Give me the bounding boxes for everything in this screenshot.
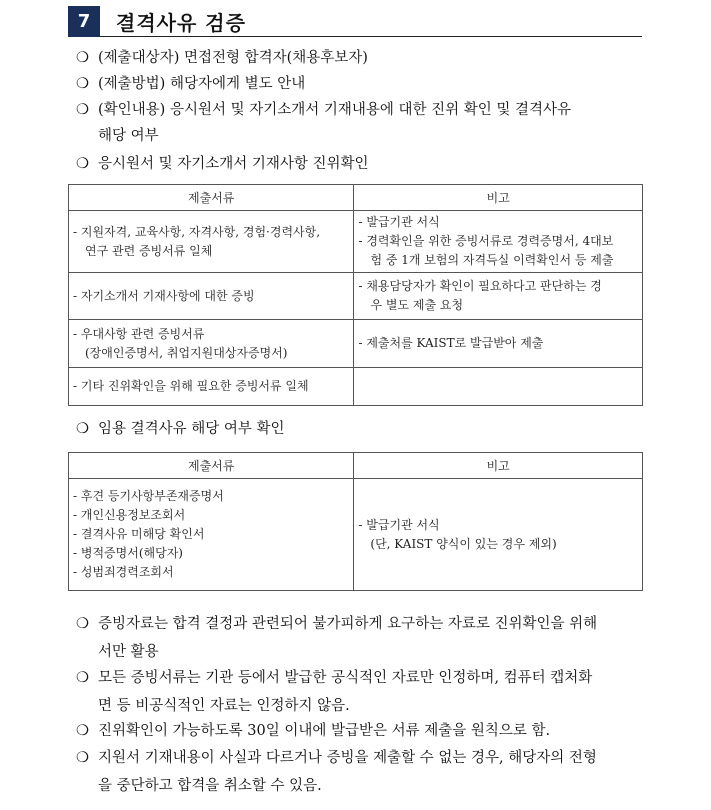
bullet-icon: ❍	[76, 421, 89, 437]
bullet-icon: ❍	[76, 670, 89, 686]
intro-bullet: ❍ 응시원서 및 자기소개서 기재사항 진위확인	[76, 151, 369, 177]
bullet-icon: ❍	[76, 750, 89, 766]
table-header: 제출서류	[69, 453, 354, 479]
disqualification-table	[68, 452, 643, 591]
table-header: 비고	[354, 185, 643, 211]
bullet-icon: ❍	[76, 723, 89, 739]
table-row: - 자기소개서 기재사항에 대한 증빙 - 채용담당자가 확인이 필요하다고 판단하는 경 우 별도 제출 요청	[69, 273, 643, 320]
table-row: - 기타 진위확인을 위해 필요한 증빙서류 일체	[69, 368, 643, 406]
table-header: 제출서류	[69, 185, 354, 211]
bullet-icon: ❍	[76, 102, 89, 118]
section-title: 결격사유 검증	[116, 11, 246, 35]
note-item: ❍ 증빙자료는 합격 결정과 관련되어 불가피하게 요구하는 자료로 진위확인을 위해 서만 활용	[76, 610, 646, 666]
verification-table	[68, 184, 643, 406]
note-item: ❍ 모든 증빙서류는 기관 등에서 발급한 공식적인 자료만 인정하며, 컴퓨터 캡처화 면 등 비공식적인 자료는 인정하지 않음.	[76, 664, 646, 720]
intro-bullet: ❍ (제출방법) 해당자에게 별도 안내	[76, 71, 305, 97]
bullet-icon: ❍	[76, 156, 89, 172]
note-item: ❍ 지원서 기재내용이 사실과 다르거나 증빙을 제출할 수 없는 경우, 해당자의 전형 을 중단하고 합격을 취소할 수 있음.	[76, 744, 646, 800]
table-header: 비고	[354, 453, 643, 479]
bullet-icon: ❍	[76, 50, 89, 66]
section-number: 7	[68, 6, 100, 37]
bullet-icon: ❍	[76, 76, 89, 92]
disqualification-bullet: ❍ 임용 결격사유 해당 여부 확인	[76, 416, 285, 442]
note-item: ❍ 진위확인이 가능하도록 30일 이내에 발급받은 서류 제출을 원칙으로 함.	[76, 717, 646, 745]
intro-bullet: ❍ (확인내용) 응시원서 및 자기소개서 기재내용에 대한 진위 확인 및 결격사유 해당 여부	[76, 97, 571, 149]
bullet-icon: ❍	[76, 616, 89, 632]
intro-bullet: ❍ (제출대상자) 면접전형 합격자(채용후보자)	[76, 45, 368, 71]
table-row: - 우대사항 관련 증빙서류 (장애인증명서, 취업지원대상자증명서) - 제출처를 KAIST로 발급받아 제출	[69, 320, 643, 368]
table-row: - 후견 등기사항부존재증명서 - 개인신용정보조회서 - 결격사유 미해당 확인서 - 병적증명서(해당자) - 성범죄경력조회서 - 발급기관 서식 (단, KAIST 양식이 있는 경우 제외)	[69, 479, 643, 591]
section-heading	[68, 6, 642, 37]
table-row: - 지원자격, 교육사항, 자격사항, 경험·경력사항, 연구 관련 증빙서류 일체 - 발급기관 서식 - 경력확인을 위한 증빙서류로 경력증명서, 4대보 험 중 1개 보험의 자격득실 이력확인서 등 제출	[69, 211, 643, 273]
